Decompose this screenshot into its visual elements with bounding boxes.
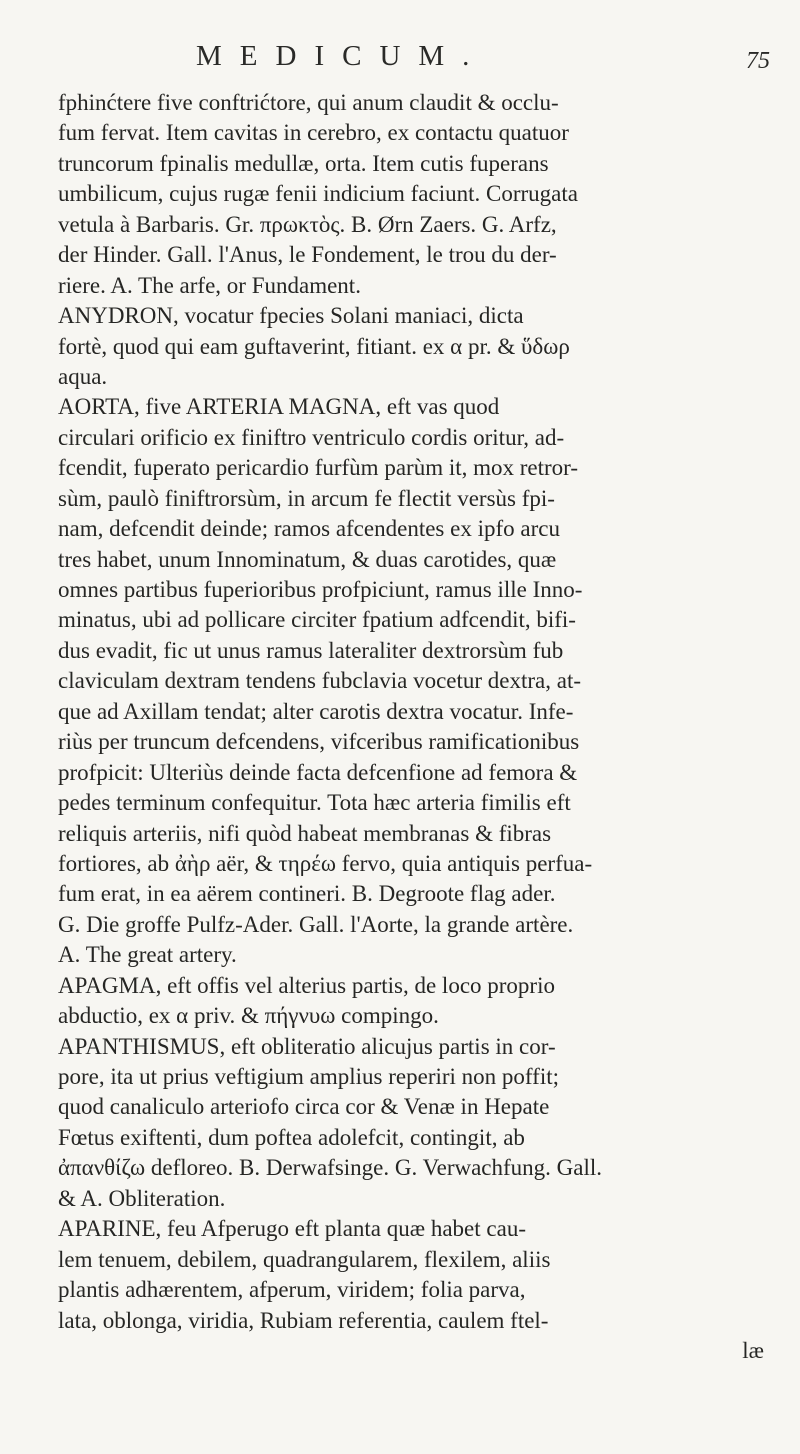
text-line: claviculam dextram tendens fubclavia vocetur dextra, at- [58, 668, 582, 694]
entry-aparine: APARINE, feu Afperugo eft planta quæ habet cau- [58, 1216, 526, 1242]
running-head [0, 30, 800, 80]
text-line: lem tenuem, debilem, quadrangularem, flexilem, aliis [58, 1246, 551, 1272]
text-line: tres habet, unum Innominatum, & duas carotides, quæ [58, 546, 557, 572]
entry-apanthismus: APANTHISMUS, eft obliteratio alicujus partis in cor- [58, 1033, 556, 1059]
text-line: omnes partibus fuperioribus profpiciunt, ramus ille Inno- [58, 577, 583, 602]
text-line: fum fervat. Item cavitas in cerebro, ex contactu quatuor [58, 120, 569, 146]
text-line: pedes terminum confequitur. Tota hæc arteria fimilis eft [58, 790, 571, 816]
dictionary-text [58, 88, 788, 1366]
text-line: lata, oblonga, viridia, Rubiam referentia, caulem ftel- [58, 1307, 549, 1333]
text-line: sùm, paulò finiftrorsùm, in arcum fe flectit versùs fpi- [58, 485, 555, 511]
text-line: fphinćtere five conftrićtore, qui anum claudit & occlu- [58, 90, 559, 115]
text-line: ἀπανθίζω defloreo. B. Derwafsinge. G. Verwachfung. Gall. [58, 1155, 603, 1181]
text-line: plantis adhærentem, afperum, viridem; folia parva, [58, 1277, 526, 1303]
entry-aorta: AORTA, five ARTERIA MAGNA, eft vas quod [58, 394, 500, 420]
text-line: A. The great artery. [58, 942, 237, 968]
text-line: nam, defcendit deinde; ramos afcendentes ex ipfo arcu [58, 516, 560, 542]
text-line: Fœtus exiftenti, dum poftea adolefcit, contingit, ab [58, 1124, 525, 1150]
text-line: circulari orificio ex finiftro ventriculo cordis oritur, ad- [58, 424, 565, 450]
page-number: 75 [746, 48, 770, 74]
text-line: truncorum fpinalis medullæ, orta. Item cutis fuperans [58, 150, 549, 176]
text-line: der Hinder. Gall. l'Anus, le Fondement, le trou du der- [58, 242, 557, 268]
text-line: que ad Axillam tendat; alter carotis dextra vocatur. Infe- [58, 698, 574, 724]
text-line: minatus, ubi ad pollicare circiter fpatium adfcendit, bifi- [58, 607, 576, 633]
text-line: G. Die groffe Pulfz-Ader. Gall. l'Aorte, la grande artère. [58, 911, 574, 937]
entry-apagma: APAGMA, eft offis vel alterius partis, de loco proprio [58, 972, 555, 998]
page-title: MEDICUM. [196, 40, 488, 72]
text-line: profpicit: Ulteriùs deinde facta defcenfione ad femora & [58, 759, 578, 785]
text-line: dus evadit, fic ut unus ramus lateraliter dextrorsùm fub [58, 637, 564, 663]
entry-anydron: ANYDRON, vocatur fpecies Solani maniaci, dicta [58, 303, 524, 329]
text-line: vetula à Barbaris. Gr. πρωκτὸς. B. Ørn Zaers. G. Arfz, [58, 211, 557, 237]
text-line: abductio, ex α priv. & πήγνυω compingo. [58, 1003, 439, 1029]
text-line: umbilicum, cujus rugæ fenii indicium faciunt. Corrugata [58, 181, 578, 207]
text-line: quod canaliculo arteriofo circa cor & Venæ in Hepate [58, 1094, 550, 1120]
text-line: fortè, quod qui eam guftaverint, fitiant. ex α pr. & ὕδωρ [58, 333, 570, 359]
text-line: aqua. [58, 363, 108, 389]
catchword: læ [742, 1337, 764, 1363]
text-line: riùs per truncum defcendens, vifceribus ramificationibus [58, 729, 580, 755]
text-line: reliquis arteriis, nifi quòd habeat membranas & fibras [58, 820, 552, 846]
text-line: fum erat, in ea aërem contineri. B. Degroote flag ader. [58, 881, 556, 907]
text-line: pore, ita ut prius veftigium amplius reperiri non poffit; [58, 1064, 560, 1089]
text-line: fcendit, fuperato pericardio furfùm parùm it, mox retror- [58, 455, 579, 481]
text-line: fortiores, ab ἀὴρ aër, & τηρέω fervo, quia antiquis perfua- [58, 850, 593, 876]
text-line: riere. A. The arfe, or Fundament. [58, 272, 361, 298]
text-line: & A. Obliteration. [58, 1185, 226, 1211]
